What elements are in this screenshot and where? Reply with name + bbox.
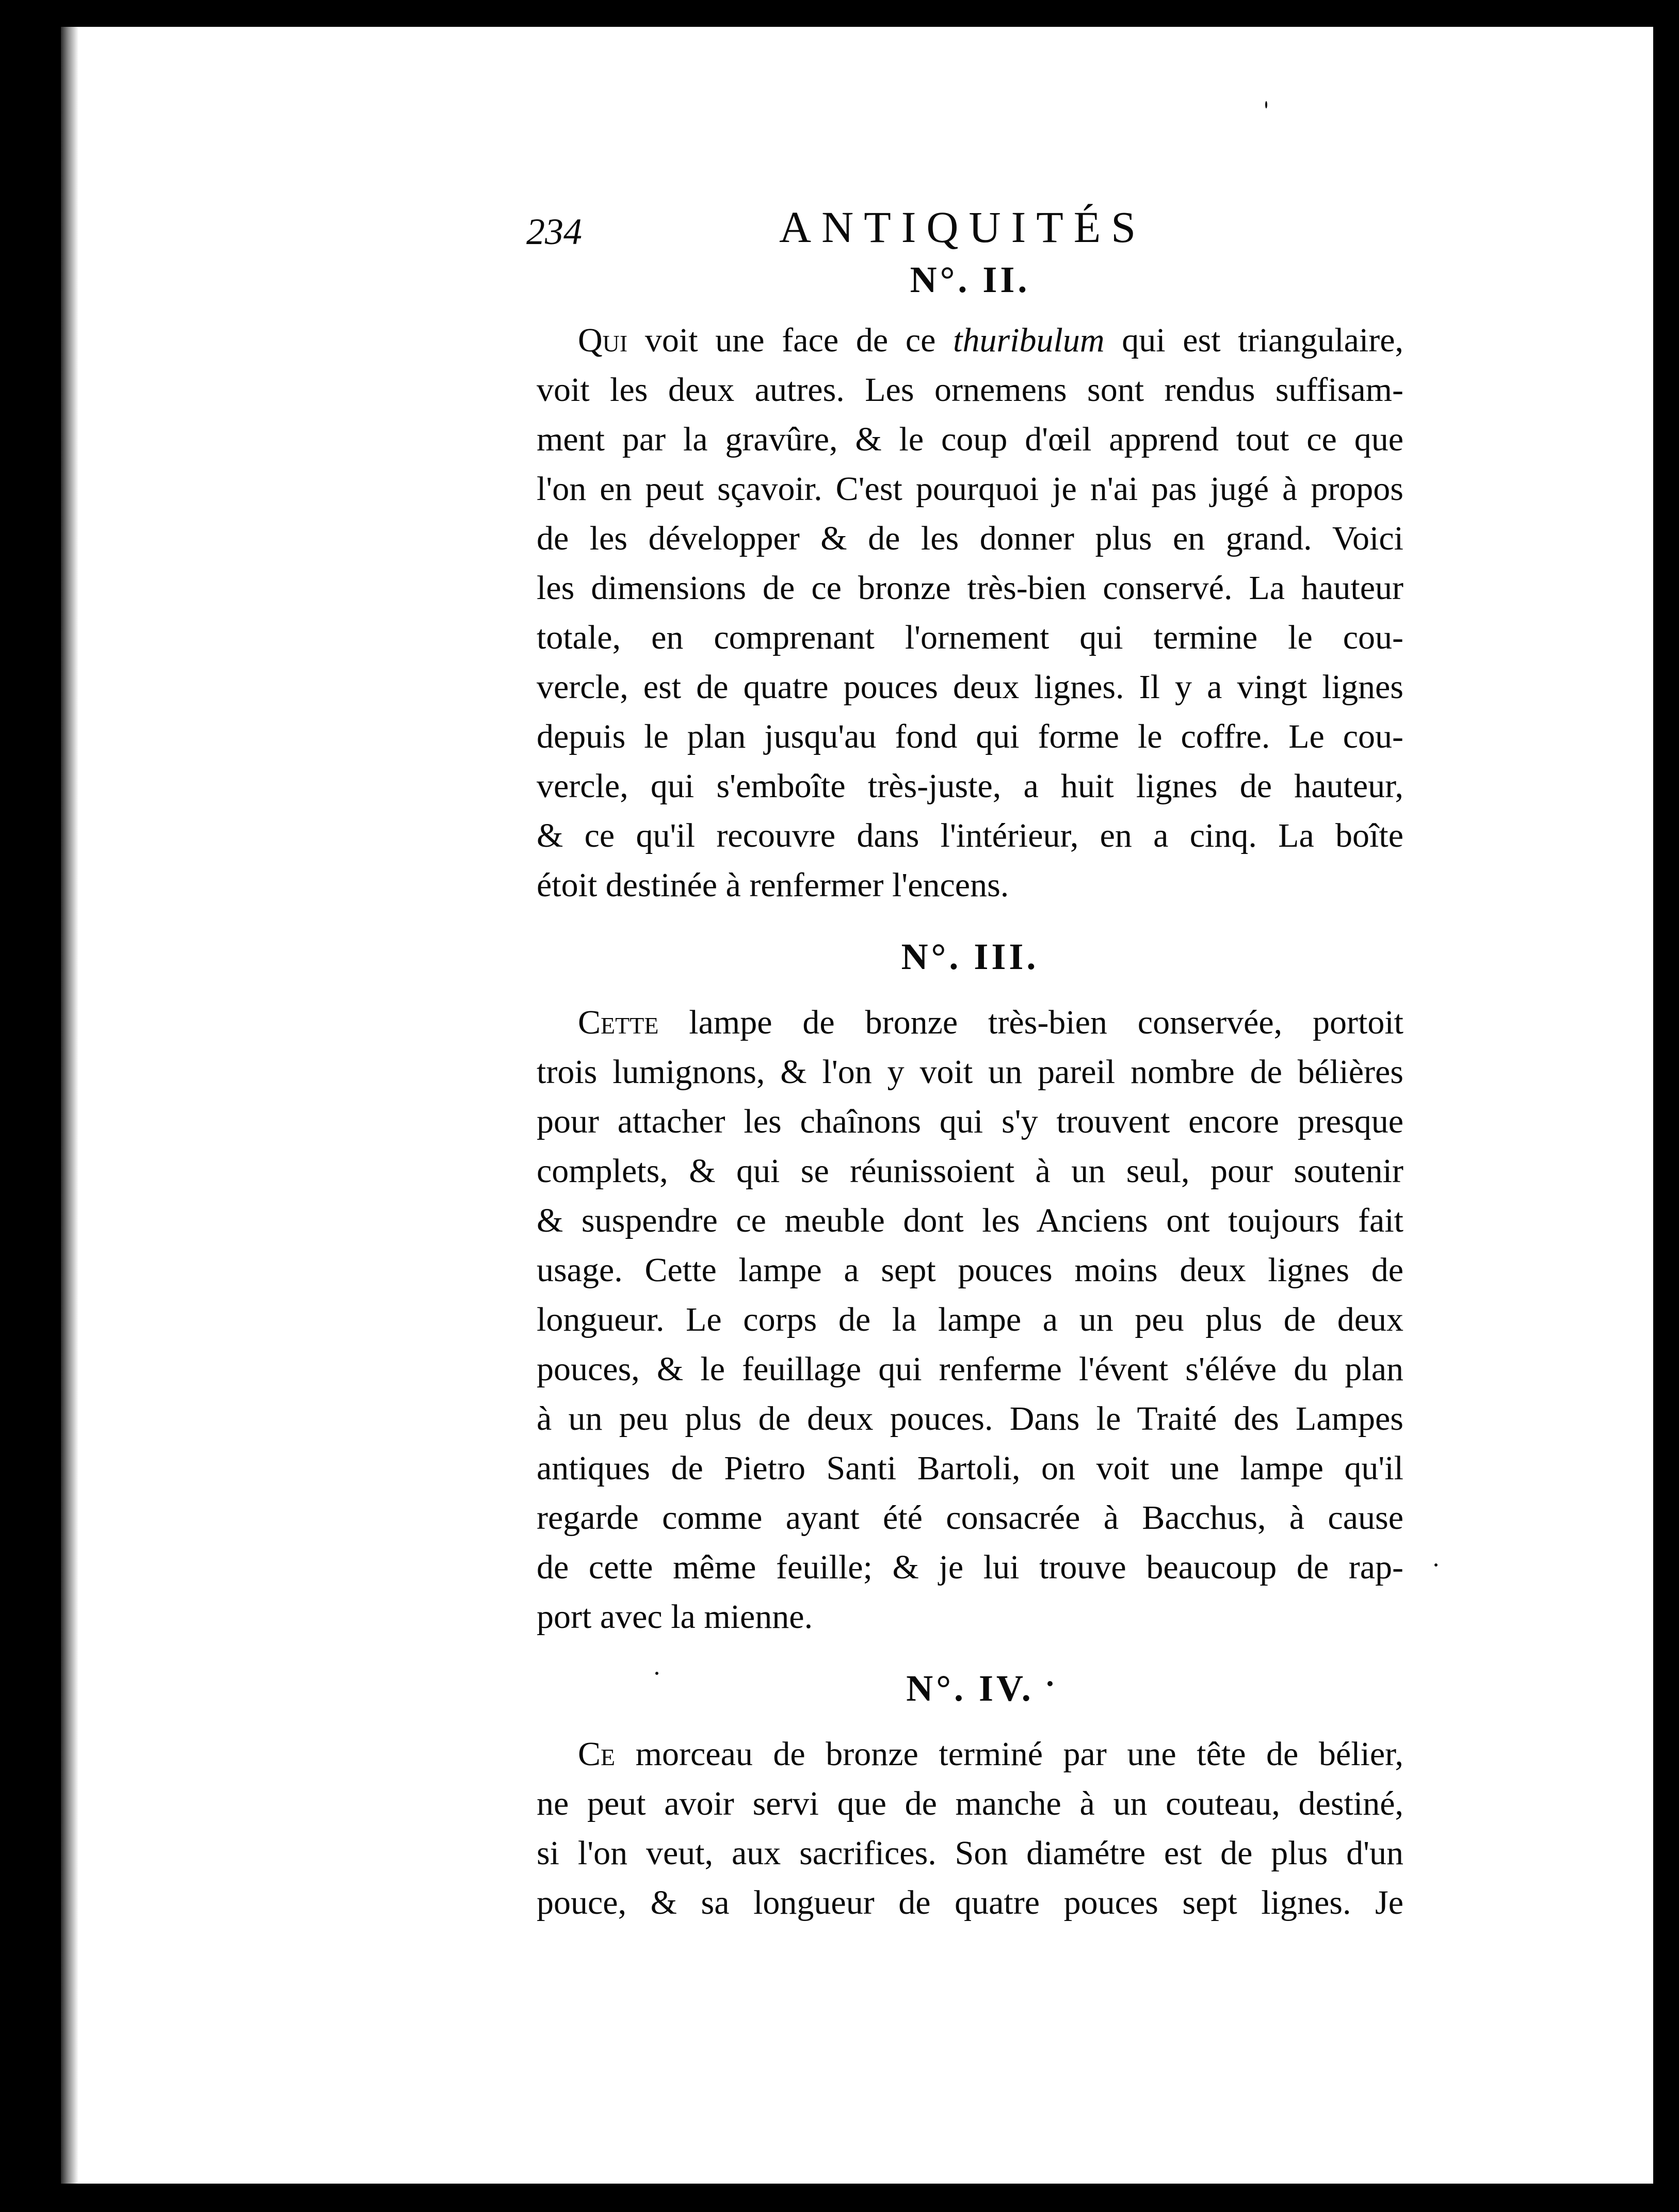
text-line: de cette même feuille; & je lui trouve beaucoup de rap- [537, 1548, 1403, 1586]
text-line: l'on en peut sçavoir. C'est pourquoi je n'ai pas jugé à propos [537, 470, 1403, 508]
text-line: ne peut avoir servi que de manche à un couteau, destiné, [537, 1785, 1403, 1822]
text-line: voit les deux autres. Les ornemens sont rendus suffisam- [537, 371, 1403, 409]
scan-speck [655, 1672, 658, 1675]
paragraph-section-iii [537, 998, 1403, 1642]
page-gutter [61, 27, 78, 2184]
section-heading-ii: N°. II. [910, 259, 1030, 300]
text-line: usage. Cette lampe a sept pouces moins deux lignes de [537, 1251, 1403, 1289]
scan-speck [1434, 1563, 1438, 1567]
paragraph-section-iv [537, 1730, 1403, 1928]
paragraph-lead-word: Ce [578, 1735, 616, 1773]
scan-speck [1047, 1681, 1053, 1686]
text-line: si l'on veut, aux sacrifices. Son diamétre est de plus d'un [537, 1834, 1403, 1872]
paragraph-lead-word: Qui [578, 321, 628, 359]
running-title: ANTIQUITÉS [779, 202, 1147, 252]
paragraph-section-ii [537, 316, 1403, 910]
text-line: trois lumignons, & l'on y voit un pareil nombre de bélières [537, 1053, 1403, 1091]
page-number: 234 [526, 211, 582, 252]
running-head [526, 201, 1403, 258]
section-heading-iii: N°. III. [901, 936, 1039, 977]
page-text-block [526, 201, 1403, 1928]
text-line: depuis le plan jusqu'au fond qui forme le coffre. Le cou- [537, 718, 1403, 755]
text-line: longueur. Le corps de la lampe a un peu plus de deux [537, 1301, 1403, 1338]
paragraph-lead-word: Cette [578, 1004, 659, 1041]
text-line: pouces, & le feuillage qui renferme l'évent s'éléve du plan [537, 1350, 1403, 1388]
text-span: lampe de bronze très-bien conservée, portoit [658, 1004, 1403, 1041]
text-line [537, 998, 1403, 1047]
text-line: complets, & qui se réunissoient à un seul, pour soutenir [537, 1152, 1403, 1190]
text-span: voit une face de ce [627, 321, 954, 359]
text-span: qui est triangulaire, [1104, 321, 1403, 359]
text-line: étoit destinée à renfermer l'encens. [537, 866, 1009, 904]
text-line: totale, en comprenant l'ornement qui termine le cou- [537, 619, 1403, 656]
text-span: morceau de bronze terminé par une tête de bélier, [615, 1735, 1403, 1773]
text-line [537, 1730, 1403, 1779]
text-line: vercle, qui s'emboîte très-juste, a huit lignes de hauteur, [537, 767, 1403, 805]
text-line: les dimensions de ce bronze très-bien conservé. La hauteur [537, 569, 1403, 607]
emphasized-word: thuribulum [953, 321, 1105, 359]
text-line: à un peu plus de deux pouces. Dans le Traité des Lampes [537, 1400, 1403, 1438]
text-line: regarde comme ayant été consacrée à Bacchus, à cause [537, 1499, 1403, 1537]
section-heading-iv: N°. IV. [906, 1668, 1034, 1709]
text-line: vercle, est de quatre pouces deux lignes. Il y a vingt lignes [537, 668, 1403, 706]
text-line: port avec la mienne. [537, 1598, 813, 1636]
text-line: pouce, & sa longueur de quatre pouces sept lignes. Je [537, 1884, 1403, 1922]
text-line [537, 316, 1403, 365]
text-line: ment par la gravûre, & le coup d'œil apprend tout ce que [537, 421, 1403, 458]
text-line: pour attacher les chaînons qui s'y trouvent encore presque [537, 1103, 1403, 1140]
text-line: de les développer & de les donner plus en grand. Voici [537, 520, 1403, 557]
text-line: & suspendre ce meuble dont les Anciens ont toujours fait [537, 1202, 1403, 1239]
text-line: & ce qu'il recouvre dans l'intérieur, en a cinq. La boîte [537, 817, 1403, 854]
scan-speck [1265, 101, 1267, 108]
text-line: antiques de Pietro Santi Bartoli, on voit une lampe qu'il [537, 1449, 1403, 1487]
